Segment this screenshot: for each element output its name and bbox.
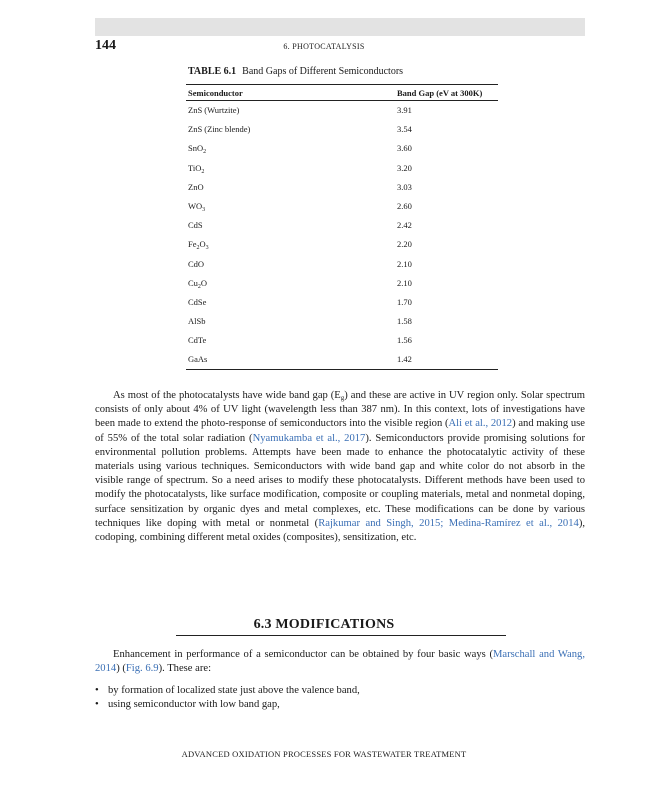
cell-band-gap: 1.56 [397, 335, 412, 346]
bullet-list [95, 684, 585, 712]
cell-band-gap: 2.42 [397, 220, 412, 231]
table-row [186, 120, 498, 139]
table-row [186, 312, 498, 331]
cell-semiconductor: CdTe [188, 335, 207, 346]
cell-semiconductor: $Cu_2O$ [188, 277, 208, 290]
cell-band-gap: 3.54 [397, 124, 412, 135]
citation-link[interactable]: Ali et al., 2012 [448, 418, 513, 430]
table-row [186, 177, 498, 196]
text-span: ) ( [116, 663, 126, 675]
table-row [186, 158, 498, 177]
cell-semiconductor: $WO_3$ [188, 201, 206, 214]
cell-semiconductor: AlSb [188, 316, 206, 327]
table-row [186, 273, 498, 292]
table-row [186, 331, 498, 350]
text-span: ) and making use of 55% of the total solar radiation ( [95, 418, 585, 444]
text-span: ) and these are active in UV region only. Solar spectrum consists of only about 4% of UV light (wavelength less than 387 nm). In this context, lots of investigations have been made to extend the photo-response of semiconductors into the visible region ( [95, 390, 585, 430]
table-title: Band Gaps of Different Semiconductors [242, 66, 404, 77]
text-span: ), codoping, combining different metal oxides (composites), sensitization, etc. [95, 517, 585, 544]
band-gap-table [186, 84, 498, 370]
bullet-item: • by formation of localized state just above the valence band, [95, 684, 585, 698]
text-span: As most of the photocatalysts have wide band gap (E [113, 390, 341, 401]
column-header-band-gap: Band Gap (eV at 300K) [395, 85, 498, 101]
text-span: Enhancement in performance of a semiconductor can be obtained by four basic ways ( [113, 649, 494, 660]
cell-semiconductor: ZnO [188, 181, 204, 192]
table-header-row [186, 85, 498, 101]
cell-semiconductor: SnO$_2$ [188, 143, 207, 156]
table-row [186, 254, 498, 273]
bullet-item: • using semiconductor with low band gap, [95, 698, 585, 712]
table-row [186, 235, 498, 254]
cell-semiconductor: CdO [188, 258, 205, 269]
cell-semiconductor: GaAs [186, 350, 395, 369]
cell-semiconductor: $Fe_2O_3$ [188, 239, 209, 252]
cell-semiconductor: ZnS (Zinc blende) [188, 124, 251, 135]
table-row [186, 292, 498, 311]
page-footer: ADVANCED OXIDATION PROCESSES FOR WASTEWATER TREATMENT [181, 749, 467, 759]
cell-band-gap: 3.03 [397, 181, 412, 192]
cell-band-gap: 3.91 [397, 105, 412, 116]
section-divider [176, 635, 506, 636]
cell-semiconductor: CdSe [188, 296, 207, 307]
table-row [186, 101, 498, 120]
body-paragraph-1 [95, 389, 585, 545]
page-number: 144 [95, 38, 116, 53]
table-row [186, 196, 498, 215]
cell-semiconductor: ZnS (Wurtzite) [188, 105, 240, 116]
subscript: g [340, 394, 345, 402]
table-body [186, 101, 498, 370]
table-caption [188, 66, 403, 77]
cell-band-gap: 2.10 [397, 277, 412, 288]
text-span: ). Semiconductors provide promising solutions for environmental pollution problems. Attempts have been made to enhance the photocatalytic activity of these materials using various techniques. Semiconductors with wide band gap and white color do not absorb in the visible range of spectrum. So a need arises to modify these photocatalysts. Different methods have been used to modify the photocatalysts, like surface modification, composite or coupling materials, metal and nonmetal doping, surface sensitization by organic dyes and metal complexes, etc. These modifications can be done by various techniques like doping with metal or nonmetal ( [95, 432, 585, 529]
cell-band-gap: 1.58 [397, 316, 412, 327]
citation-link[interactable]: Nyamukamba et al., 2017 [252, 432, 366, 444]
text-span: ). These are: [158, 663, 212, 675]
cell-band-gap: 1.70 [397, 296, 412, 307]
cell-band-gap: 3.60 [397, 143, 412, 154]
citation-link[interactable]: Marschall and Wang, 2014 [95, 649, 585, 675]
table-row [186, 350, 498, 369]
citation-link[interactable]: Rajkumar and Singh, 2015; Medina-Ramírez et al., 2014 [318, 517, 579, 529]
table-label: TABLE 6.1 [188, 66, 237, 77]
cell-band-gap: 2.60 [397, 201, 412, 212]
body-paragraph-2 [95, 648, 585, 676]
section-heading: 6.3 MODIFICATIONS [253, 617, 395, 632]
cell-band-gap: 3.20 [397, 162, 412, 173]
table-row [186, 216, 498, 235]
figure-link[interactable]: Fig. 6.9 [125, 663, 159, 675]
table-row [186, 139, 498, 158]
cell-semiconductor: CdS [188, 220, 203, 231]
cell-band-gap: 2.20 [397, 239, 412, 250]
cell-semiconductor: TiO$_2$ [188, 162, 205, 175]
cell-band-gap: 1.42 [395, 350, 498, 369]
column-header-semiconductor: Semiconductor [186, 85, 395, 101]
header-bar [95, 18, 585, 36]
running-title: 6. PHOTOCATALYSIS [283, 42, 365, 51]
cell-band-gap: 2.10 [397, 258, 412, 269]
